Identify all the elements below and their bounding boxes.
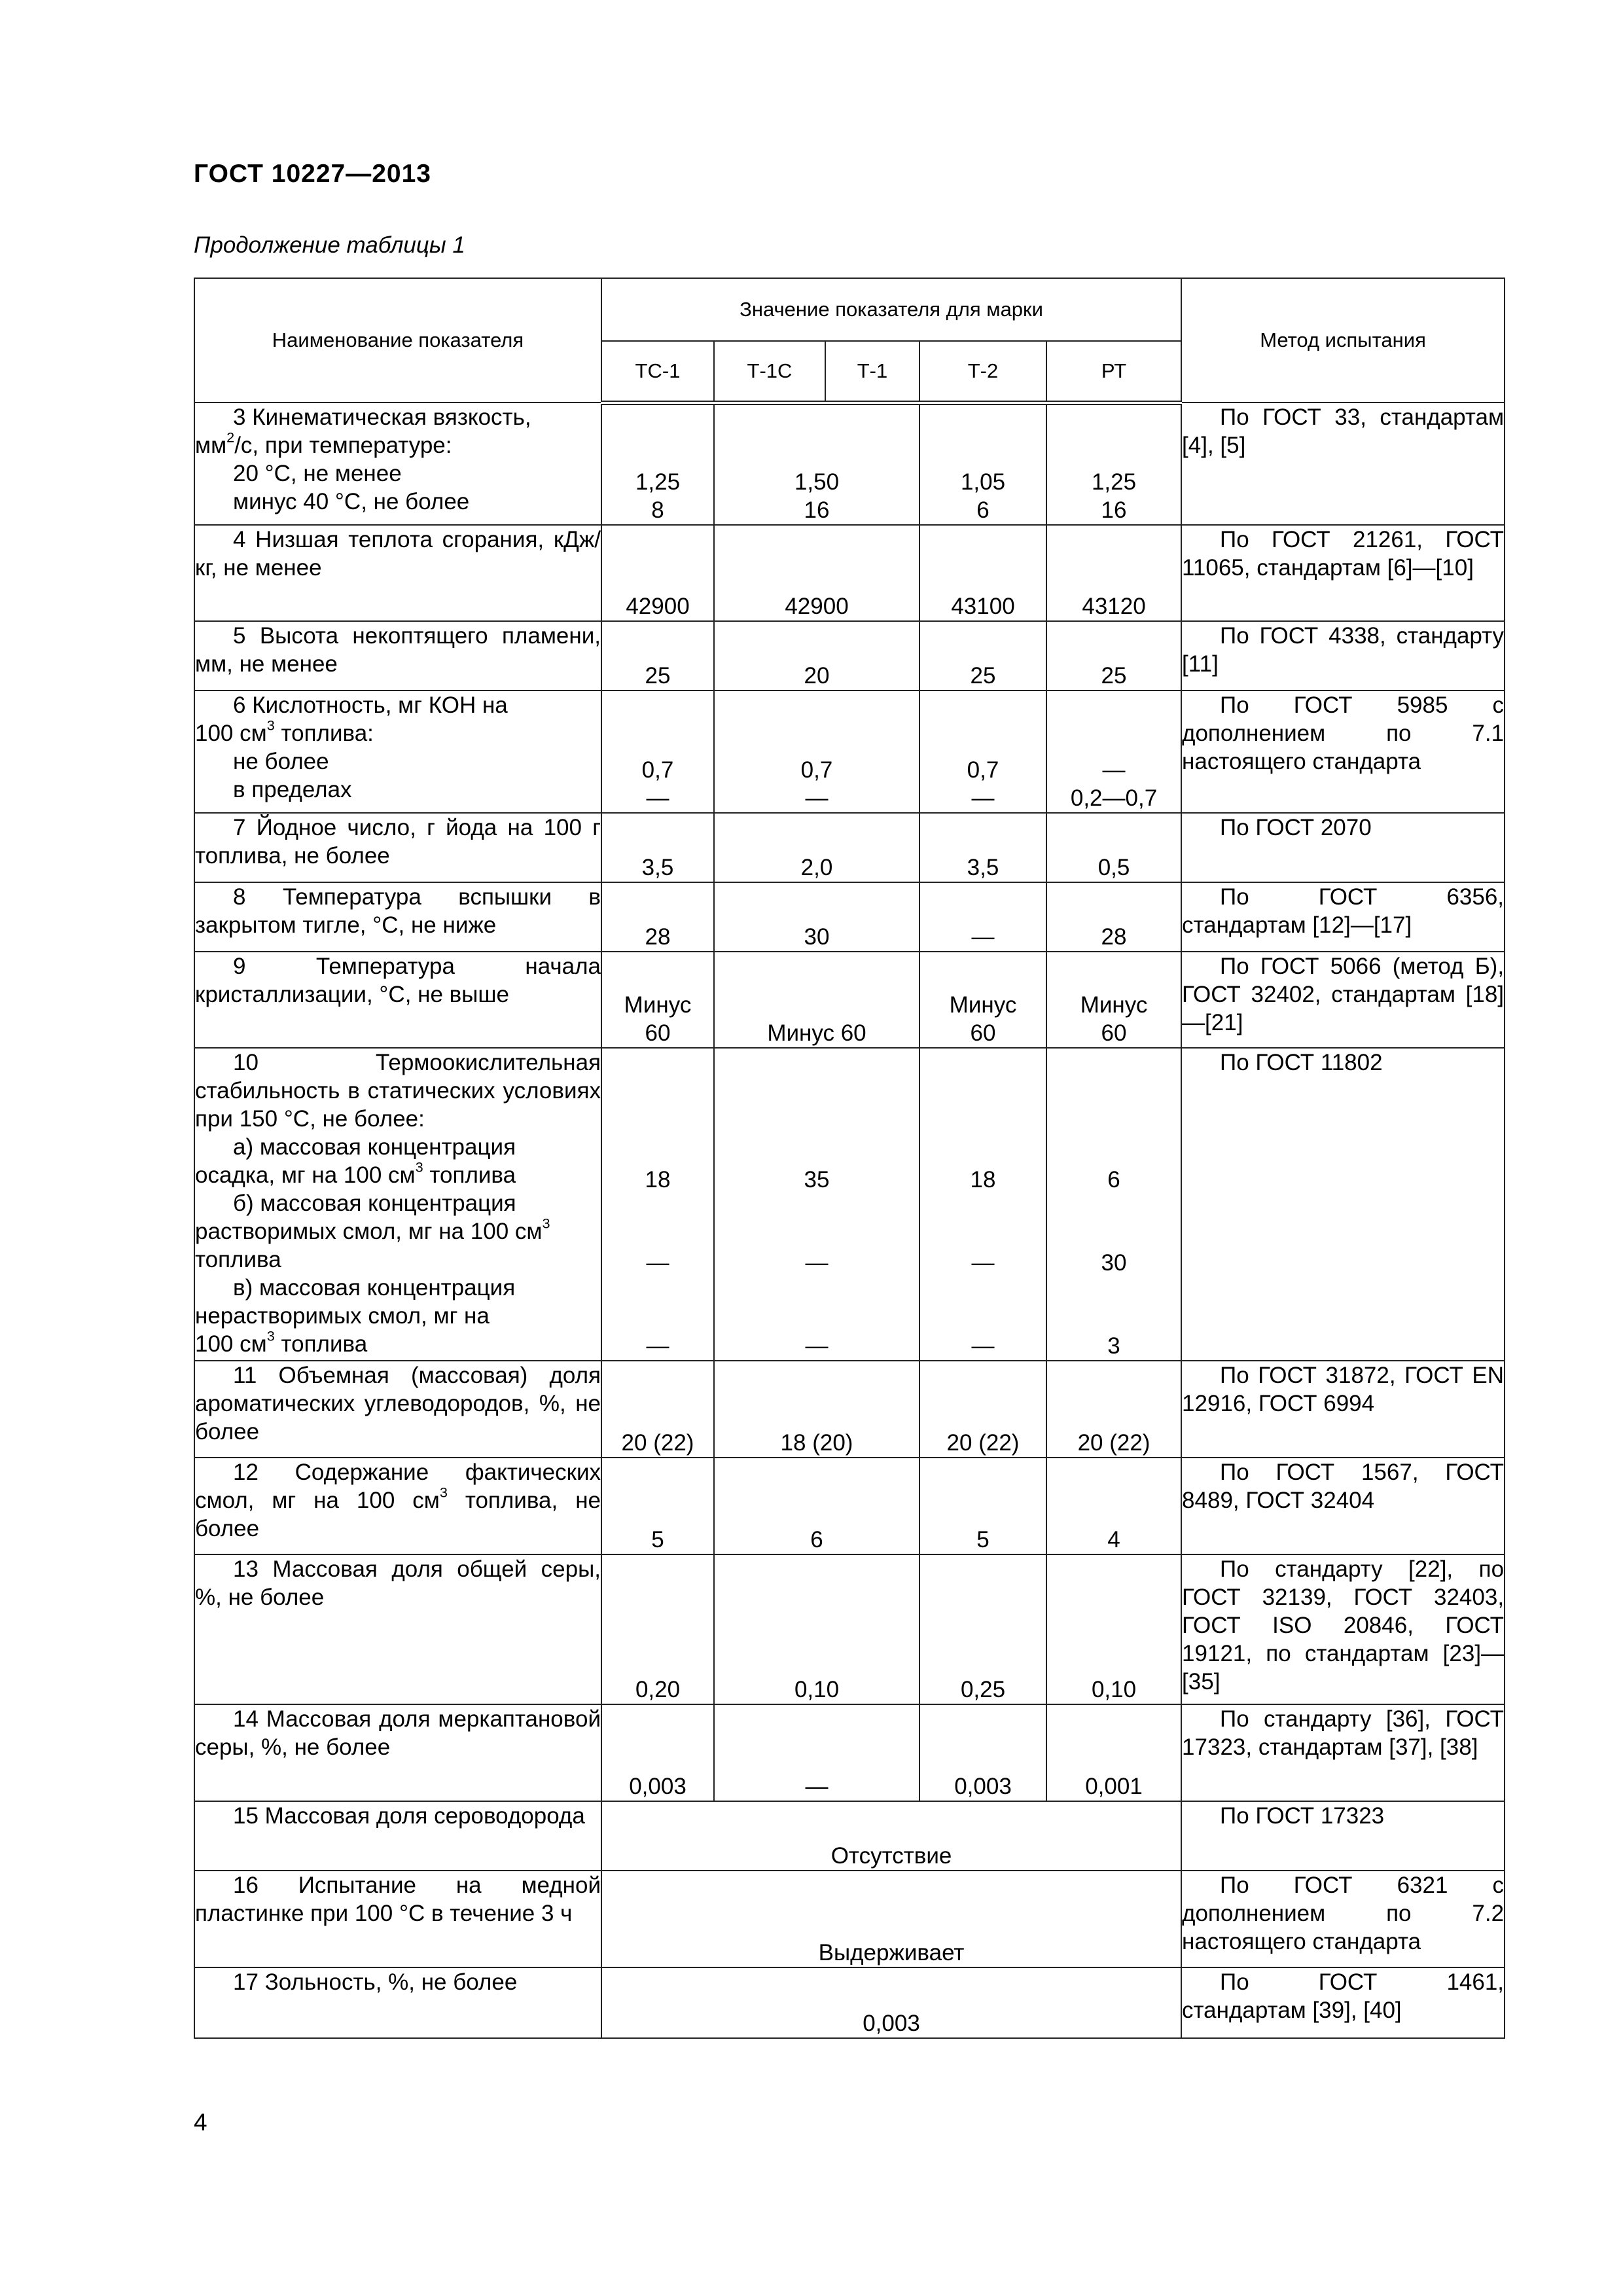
table-row	[194, 1554, 1505, 1704]
value-t1: —	[919, 882, 1046, 952]
value-t1: 0,003	[919, 1704, 1046, 1801]
indicator-name: 4 Низшая теплота сгорания, кДж/кг, не менее	[194, 525, 601, 621]
value-rt: — 0,2—0,7	[1046, 691, 1181, 813]
table-row	[194, 525, 1505, 621]
value-tc1: Минус 60	[601, 952, 714, 1048]
value-tc1: 28	[601, 882, 714, 952]
value-all-grades: Отсутствие	[601, 1801, 1181, 1871]
value-tc1: 0,003	[601, 1704, 714, 1801]
table-row	[194, 1967, 1505, 2038]
value-t1: 0,25	[919, 1554, 1046, 1704]
table-row	[194, 691, 1505, 813]
value-t1c: 20	[714, 621, 919, 691]
value-t1c: 1,50 16	[714, 403, 919, 525]
indicator-name: 9 Температура начала кристаллизации, °С, не выше	[194, 952, 601, 1048]
test-method: По стандарту [36], ГОСТ 17323, стандартам [37], [38]	[1181, 1704, 1505, 1801]
value-t1: 3,5	[919, 813, 1046, 882]
value-tc1: 0,20	[601, 1554, 714, 1704]
value-tc1: 1,25 8	[601, 403, 714, 525]
value-t1c: 2,0	[714, 813, 919, 882]
value-rt: 25	[1046, 621, 1181, 691]
header-test-method: Метод испытания	[1181, 278, 1505, 403]
value-rt: 43120	[1046, 525, 1181, 621]
value-t1c: Минус 60	[714, 952, 919, 1048]
header-grade-t2: Т-2	[919, 341, 1046, 403]
value-t1: 1,05 6	[919, 403, 1046, 525]
table-row	[194, 621, 1505, 691]
table-row	[194, 1048, 1505, 1361]
indicator-name: 17 Зольность, %, не более	[194, 1967, 601, 2038]
indicator-name: 11 Объемная (массовая) доля ароматических углеводородов, %, не более	[194, 1361, 601, 1458]
test-method: По ГОСТ 11802	[1181, 1048, 1505, 1361]
test-method: По ГОСТ 4338, стандарту [11]	[1181, 621, 1505, 691]
value-t1c: 0,7 —	[714, 691, 919, 813]
value-tc1: 25	[601, 621, 714, 691]
value-tc1: 18 — —	[601, 1048, 714, 1361]
test-method: По ГОСТ 31872, ГОСТ EN 12916, ГОСТ 6994	[1181, 1361, 1505, 1458]
table-row	[194, 882, 1505, 952]
table-row	[194, 952, 1505, 1048]
value-all-grades: 0,003	[601, 1967, 1181, 2038]
value-t1c: 42900	[714, 525, 919, 621]
value-rt: 0,001	[1046, 1704, 1181, 1801]
table-row	[194, 1871, 1505, 1967]
value-rt: 20 (22)	[1046, 1361, 1181, 1458]
header-grade-tc1: ТС-1	[601, 341, 714, 403]
test-method: По ГОСТ 17323	[1181, 1801, 1505, 1871]
indicator-name: 6 Кислотность, мг КОН на 100 $см^3$ топлива: не более в пределах	[194, 691, 601, 813]
value-tc1: 42900	[601, 525, 714, 621]
value-rt: 0,5	[1046, 813, 1181, 882]
indicator-name: 7 Йодное число, г йода на 100 г топлива, не более	[194, 813, 601, 882]
value-t1: 43100	[919, 525, 1046, 621]
test-method: По ГОСТ 2070	[1181, 813, 1505, 882]
value-tc1: 5	[601, 1458, 714, 1554]
table-row	[194, 1458, 1505, 1554]
test-method: По ГОСТ 33, стандартам [4], [5]	[1181, 403, 1505, 525]
indicator-name: 15 Массовая доля сероводорода	[194, 1801, 601, 1871]
value-t1: 0,7 —	[919, 691, 1046, 813]
indicator-name: 10 Термоокислительная стабильность в статических условиях при 150 °С, не более: а) массовая концентрация осадка, мг на 100 $см^3$ топлива б) массовая концентрация растворимых смол, мг на 100 $см^3$ топлива в) массовая концентрация нерастворимых смол, мг на 100 $см^3$ топлива	[194, 1048, 601, 1361]
test-method: По ГОСТ 6356, стандартам [12]—[17]	[1181, 882, 1505, 952]
indicator-name: 16 Испытание на медной пластинке при 100 °С в течение 3 ч	[194, 1871, 601, 1967]
indicator-name: 13 Массовая доля общей серы, %, не более	[194, 1554, 601, 1704]
specification-table	[194, 278, 1505, 2039]
value-t1: 18 — —	[919, 1048, 1046, 1361]
table-row	[194, 1801, 1505, 1871]
test-method: По ГОСТ 21261, ГОСТ 11065, стандартам [6]—[10]	[1181, 525, 1505, 621]
value-t1c: 18 (20)	[714, 1361, 919, 1458]
page-number: 4	[194, 2109, 207, 2136]
indicator-name: 14 Массовая доля меркаптановой серы, %, не более	[194, 1704, 601, 1801]
value-rt: 4	[1046, 1458, 1181, 1554]
value-t1: 20 (22)	[919, 1361, 1046, 1458]
test-method: По ГОСТ 5985 с дополнением по 7.1 настоящего стандарта	[1181, 691, 1505, 813]
value-tc1: 0,7 —	[601, 691, 714, 813]
indicator-name: 3 Кинематическая вязкость, $мм^2/с$, при температуре: 20 °С, не менее минус 40 °С, не более	[194, 403, 601, 525]
value-t1: Минус 60	[919, 952, 1046, 1048]
indicator-name: 5 Высота некоптящего пламени, мм, не менее	[194, 621, 601, 691]
table-caption: Продолжение таблицы 1	[194, 232, 465, 258]
value-all-grades: Выдерживает	[601, 1871, 1181, 1967]
value-t1c: 35 — —	[714, 1048, 919, 1361]
test-method: По ГОСТ 5066 (метод Б), ГОСТ 32402, стандартам [18]—[21]	[1181, 952, 1505, 1048]
value-t1c: —	[714, 1704, 919, 1801]
table-row	[194, 1361, 1505, 1458]
value-tc1: 3,5	[601, 813, 714, 882]
value-rt: 0,10	[1046, 1554, 1181, 1704]
value-t1: 5	[919, 1458, 1046, 1554]
header-grade-t1: Т-1	[825, 341, 919, 403]
value-t1c: 6	[714, 1458, 919, 1554]
test-method: По стандарту [22], по ГОСТ 32139, ГОСТ 32403, ГОСТ ISO 20846, ГОСТ 19121, по стандартам [23]—[35]	[1181, 1554, 1505, 1704]
indicator-name: 12 Содержание фактических смол, мг на 100 $см^3$ топлива, не более	[194, 1458, 601, 1554]
table-row	[194, 1704, 1505, 1801]
indicator-name: 8 Температура вспышки в закрытом тигле, °С, не ниже	[194, 882, 601, 952]
value-t1c: 30	[714, 882, 919, 952]
test-method: По ГОСТ 6321 с дополнением по 7.2 настоящего стандарта	[1181, 1871, 1505, 1967]
document-code: ГОСТ 10227—2013	[194, 160, 431, 188]
value-t1: 25	[919, 621, 1046, 691]
table-row	[194, 403, 1505, 525]
value-rt: 28	[1046, 882, 1181, 952]
test-method: По ГОСТ 1567, ГОСТ 8489, ГОСТ 32404	[1181, 1458, 1505, 1554]
test-method: По ГОСТ 1461, стандартам [39], [40]	[1181, 1967, 1505, 2038]
header-grade-rt: РТ	[1046, 341, 1181, 403]
value-rt: 1,25 16	[1046, 403, 1181, 525]
header-value-group: Значение показателя для марки	[601, 278, 1181, 341]
value-t1c: 0,10	[714, 1554, 919, 1704]
value-rt: Минус 60	[1046, 952, 1181, 1048]
header-grade-t1c: Т-1С	[714, 341, 825, 403]
table-row	[194, 813, 1505, 882]
value-rt: 6 30 3	[1046, 1048, 1181, 1361]
value-tc1: 20 (22)	[601, 1361, 714, 1458]
header-indicator-name: Наименование показателя	[194, 278, 601, 403]
